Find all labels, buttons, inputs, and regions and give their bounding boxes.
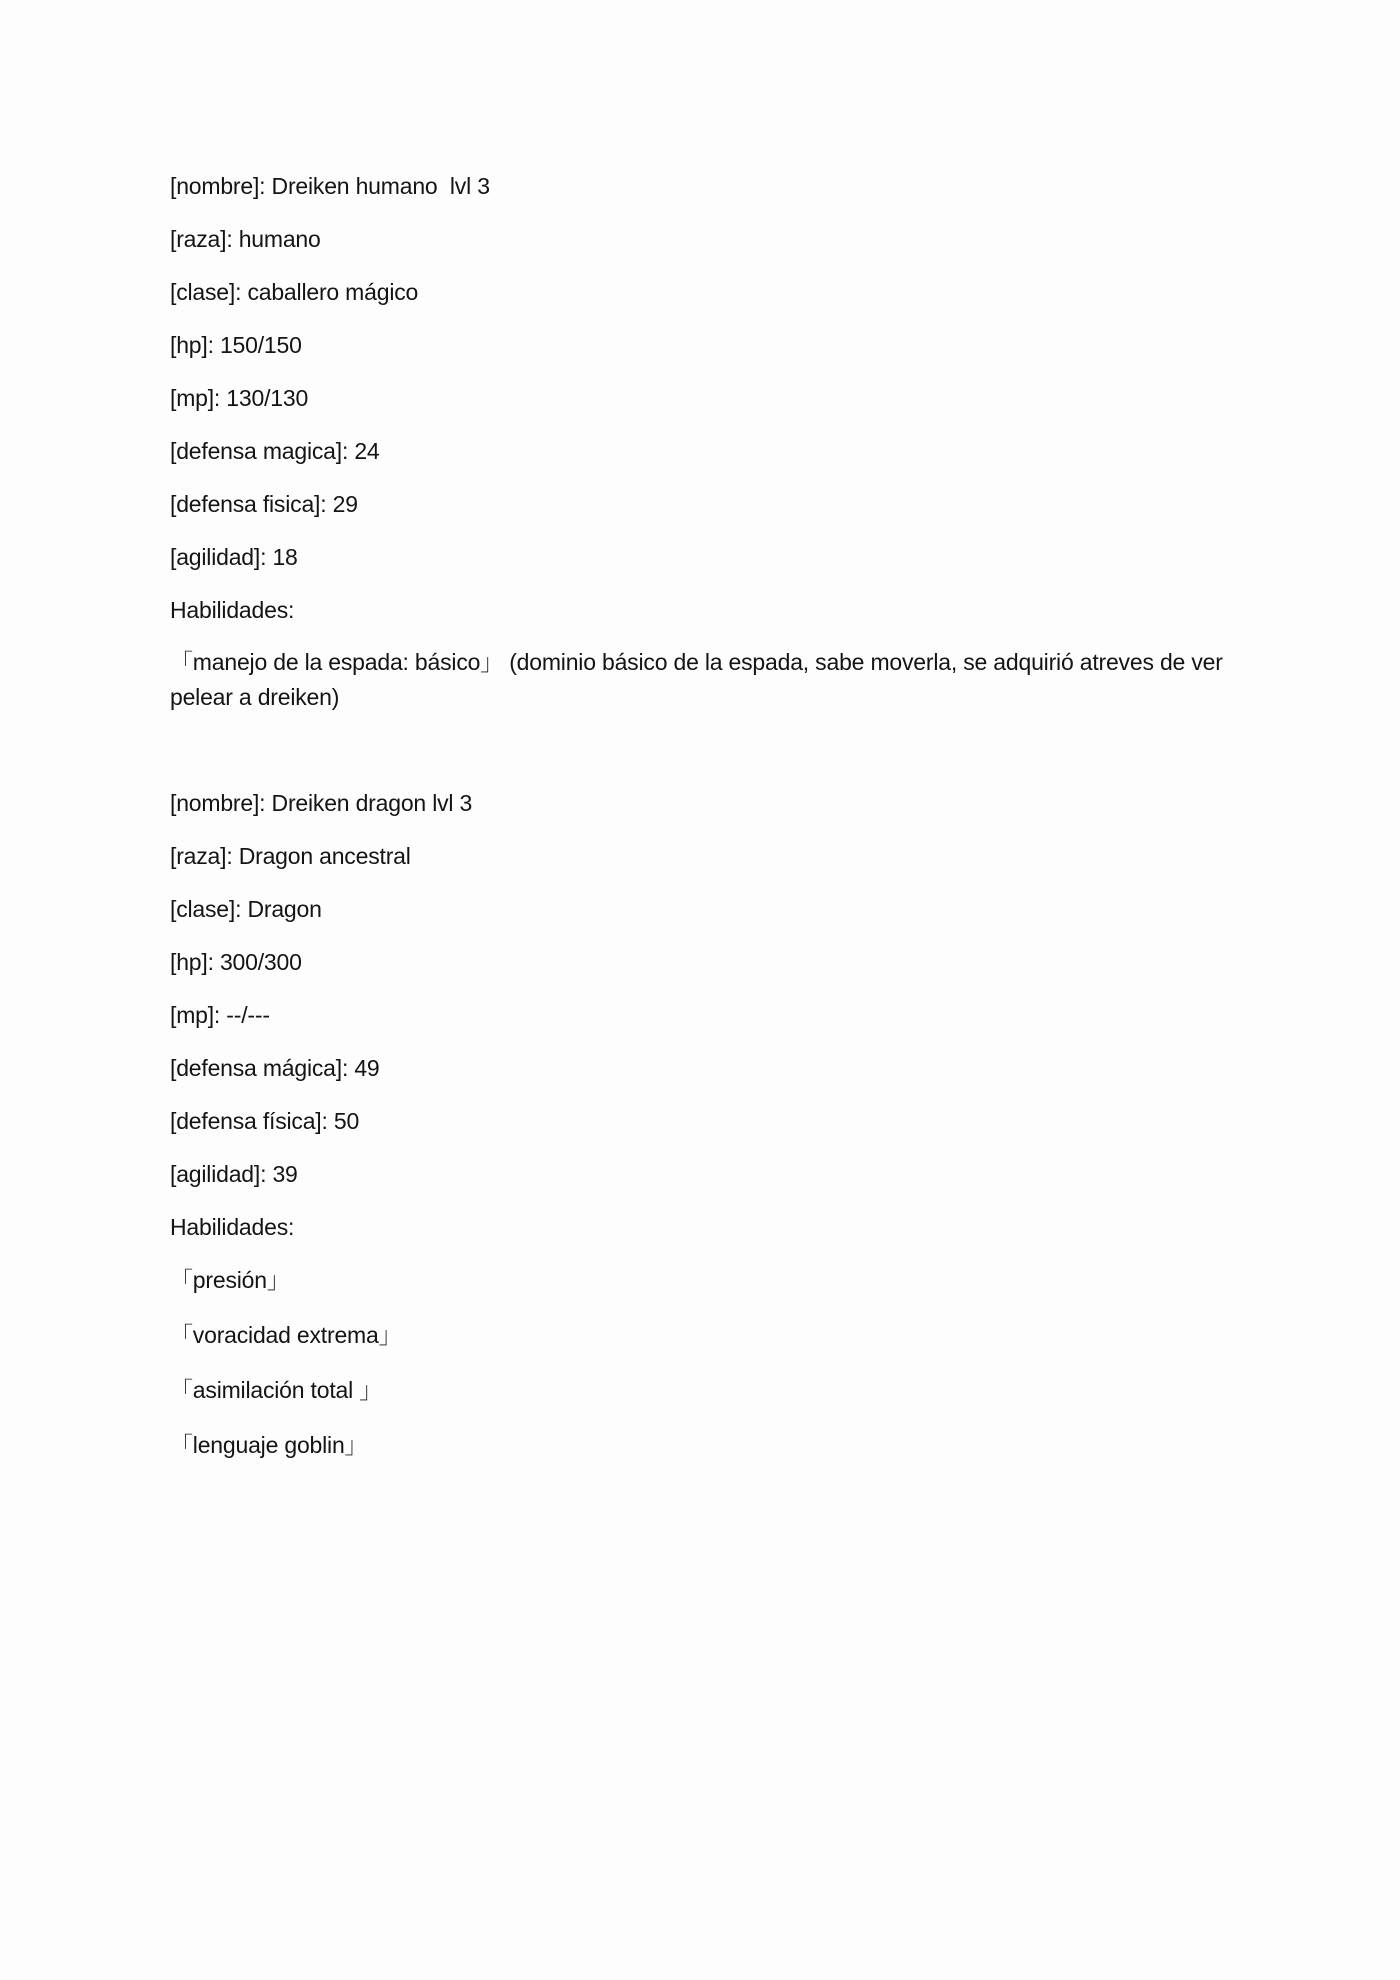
stat-defensa-magica: [defensa mágica]: 49 (170, 1055, 380, 1081)
stat-defensa-magica: [defensa magica]: 24 (170, 438, 380, 464)
stat-clase: [clase]: Dragon (170, 896, 322, 922)
document-body (170, 168, 1260, 1482)
stat-mp: [mp]: --/--- (170, 1002, 270, 1028)
character-sheet-dragon (170, 785, 1260, 1482)
stat-hp: [hp]: 150/150 (170, 332, 302, 358)
stat-raza: [raza]: humano (170, 226, 321, 252)
habilidad-item: 「asimilación total 」 (170, 1377, 383, 1403)
stat-mp: [mp]: 130/130 (170, 385, 309, 411)
habilidades-heading: Habilidades: (170, 1214, 295, 1240)
stat-clase: [clase]: caballero mágico (170, 279, 419, 305)
habilidad-item: 「manejo de la espada: básico」 (dominio básico de la espada, sabe moverla, se adquirió atreves de ver pelear a dreiken) (170, 649, 1223, 710)
stat-raza: [raza]: Dragon ancestral (170, 843, 411, 869)
stat-defensa-fisica: [defensa física]: 50 (170, 1108, 360, 1134)
stat-nombre: [nombre]: Dreiken dragon lvl 3 (170, 790, 473, 816)
habilidad-item: 「presión」 (170, 1267, 290, 1293)
habilidad-item: 「lenguaje goblin」 (170, 1432, 368, 1458)
character-sheet-humano (170, 168, 1260, 715)
stat-nombre: [nombre]: Dreiken humano lvl 3 (170, 173, 490, 199)
stat-agilidad: [agilidad]: 39 (170, 1161, 298, 1187)
stat-agilidad: [agilidad]: 18 (170, 544, 298, 570)
habilidades-heading: Habilidades: (170, 597, 295, 623)
stat-hp: [hp]: 300/300 (170, 949, 302, 975)
stat-defensa-fisica: [defensa fisica]: 29 (170, 491, 358, 517)
habilidad-item: 「voracidad extrema」 (170, 1322, 402, 1348)
